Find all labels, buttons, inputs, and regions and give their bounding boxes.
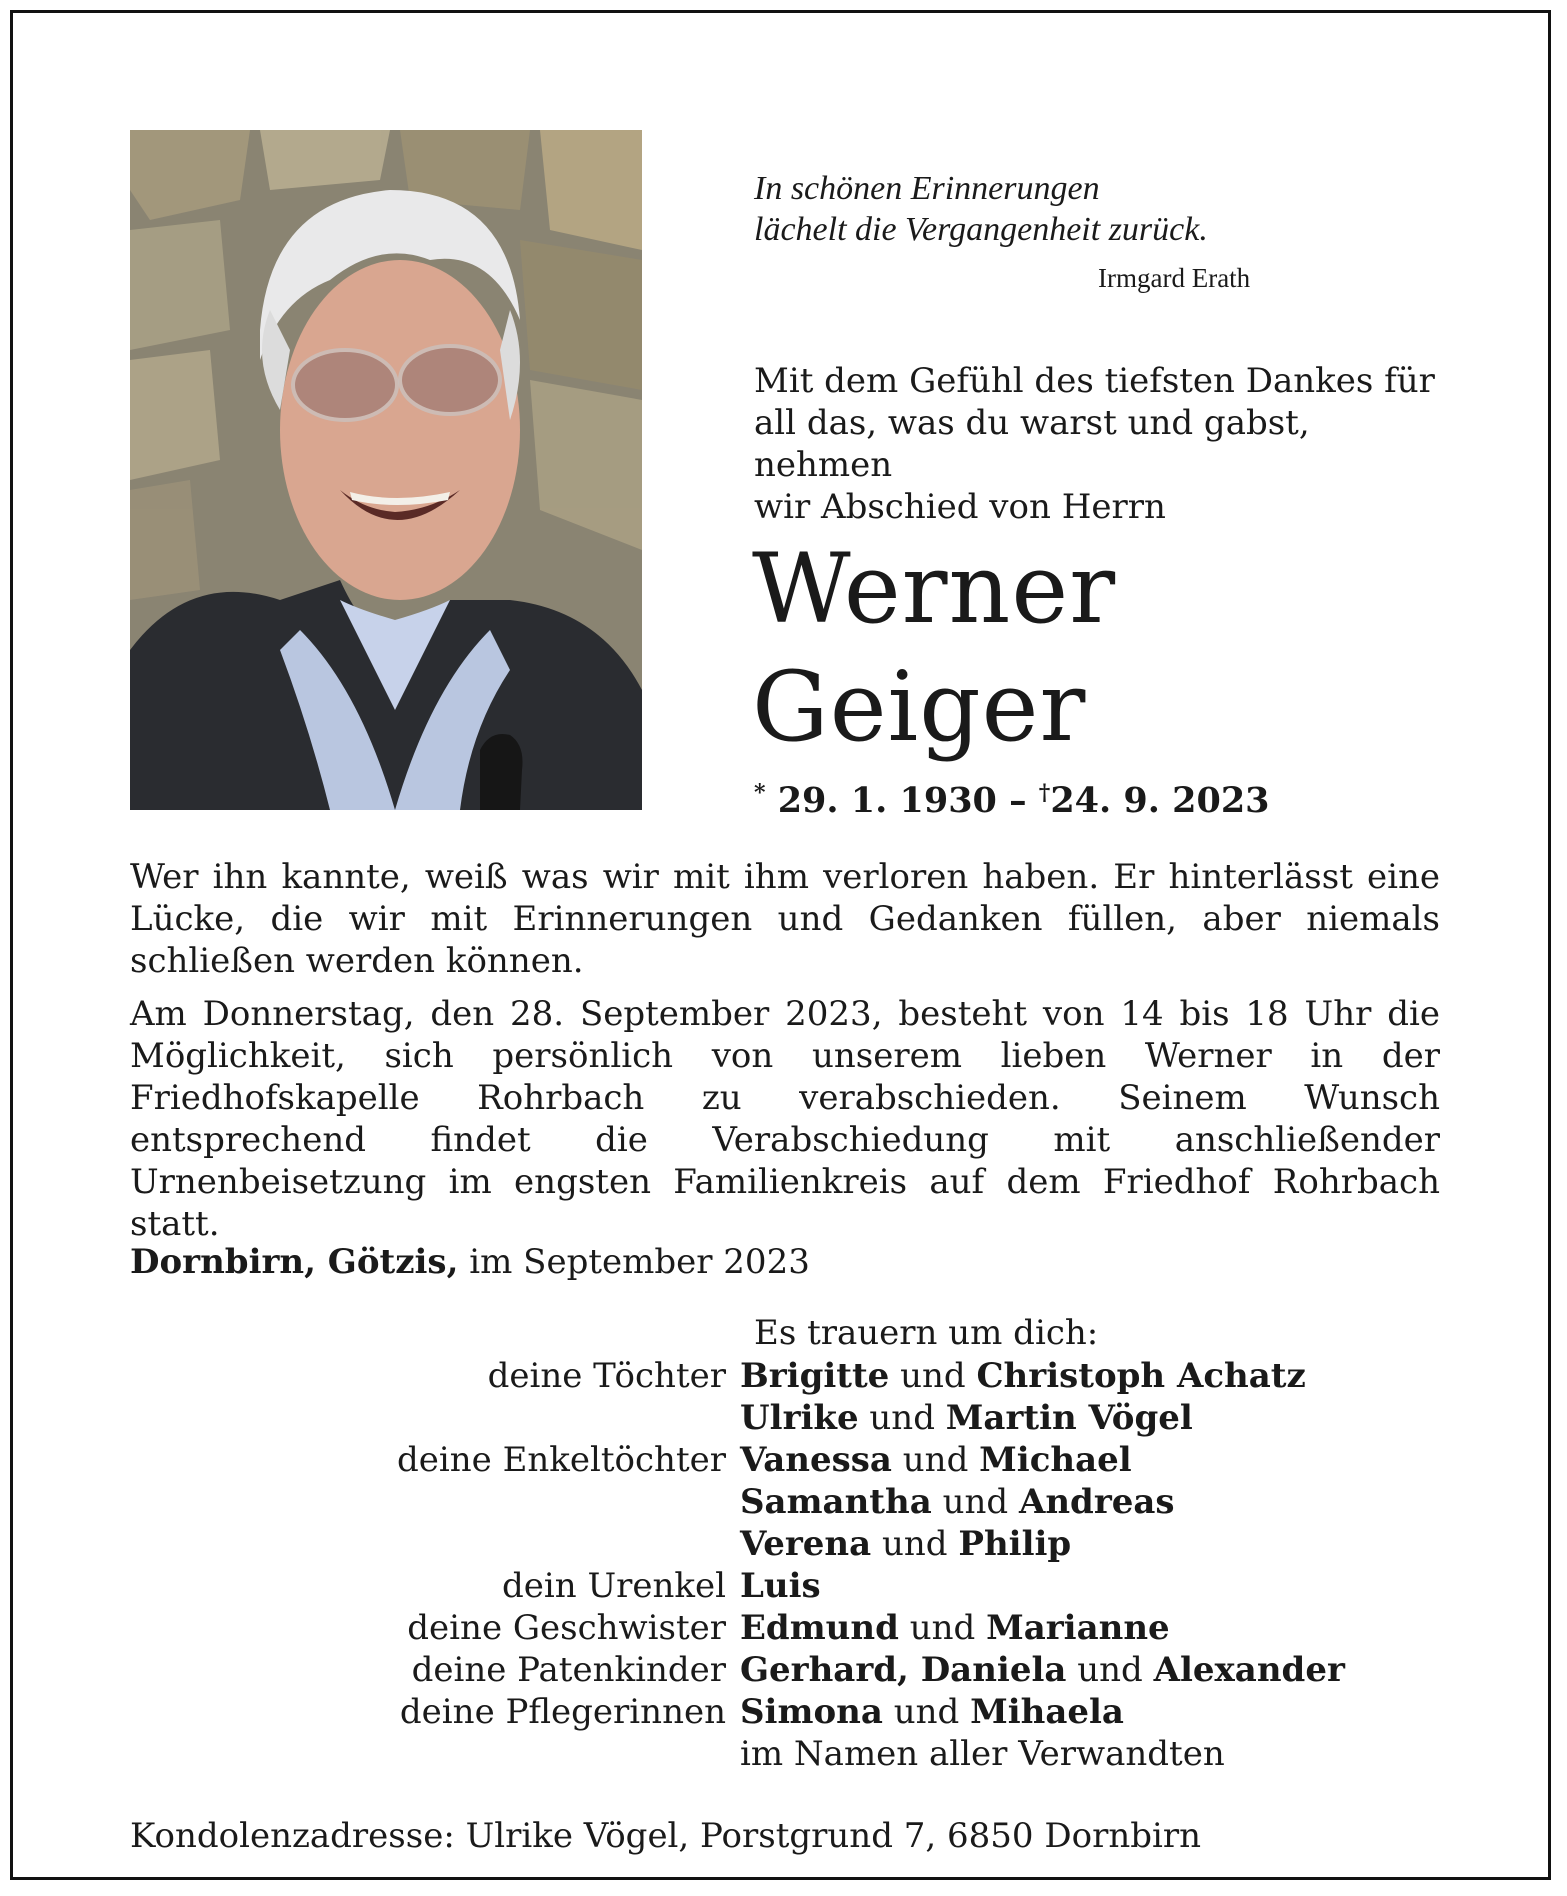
mourner-name: Andreas [1018, 1482, 1175, 1522]
mourner-name: Philip [958, 1524, 1072, 1564]
mourner-name: Marianne [986, 1608, 1170, 1648]
mourner-relation [130, 1397, 740, 1439]
mourners-intro: Es trauern um dich: [754, 1313, 1099, 1353]
portrait-photo [130, 130, 642, 810]
mourner-joiner: und [869, 1398, 935, 1438]
intro-line-2: all das, was du warst und gabst, nehmen [754, 403, 1310, 485]
intro-text [754, 360, 1454, 528]
life-dates [754, 780, 1270, 821]
mourner-row [130, 1439, 1530, 1481]
intro-line-1: Mit dem Gefühl des tiefsten Dankes für [754, 361, 1435, 401]
place-date-line [130, 1242, 810, 1282]
mourner-row [130, 1355, 1530, 1397]
mourner-row [130, 1565, 1530, 1607]
paragraph-farewell: Am Donnerstag, den 28. September 2023, besteht von 14 bis 18 Uhr die Möglichkeit, sich persönlich von unserem lieben Werner in der Friedhofskapelle Rohrbach zu verabschieden. Seinem Wunsch entsprechend findet die Verabschiedung mit anschließender Urnenbeisetzung im engsten Familienkreis auf dem Friedhof Rohrbach statt. [130, 994, 1440, 1244]
quote-author: Irmgard Erath [1098, 263, 1251, 293]
mourner-name: Brigitte [740, 1356, 890, 1396]
mourner-relation: deine Töchter [487, 1356, 726, 1396]
mourner-name: Alexander [1153, 1650, 1345, 1690]
mourner-joiner: und [1077, 1650, 1143, 1690]
mourner-name: Samantha [740, 1482, 932, 1522]
mourner-relation [130, 1481, 740, 1523]
mourners-list [130, 1355, 1530, 1775]
month-year: im September 2023 [469, 1242, 810, 1282]
last-name: Geiger [752, 651, 1087, 763]
deceased-name [752, 530, 1116, 766]
mourner-joiner: und [942, 1482, 1009, 1522]
mourner-name: Gerhard, Daniela [740, 1650, 1067, 1690]
quote-line-1: In schönen Erinnerungen [754, 170, 1100, 207]
death-date: 24. 9. 2023 [1050, 780, 1270, 821]
mourners-closing: im Namen aller Verwandten [740, 1734, 1225, 1774]
paragraph-memory: Wer ihn kannte, weiß was wir mit ihm verloren haben. Er hinterlässt eine Lücke, die wir mit Erinnerungen und Gedanken füllen, aber niemals schließen werden können. [130, 857, 1440, 981]
mourner-name: Ulrike [740, 1398, 859, 1438]
mourner-name: Martin Vögel [945, 1398, 1193, 1438]
mourner-name: Luis [740, 1566, 821, 1606]
mourner-name: Michael [979, 1440, 1132, 1480]
memorial-quote [754, 168, 1314, 250]
birth-symbol: * [754, 780, 766, 806]
mourner-relation: deine Geschwister [407, 1608, 726, 1648]
mourner-relation: deine Pflegerinnen [399, 1692, 726, 1732]
mourner-relation [130, 1523, 740, 1565]
mourner-name: Edmund [740, 1608, 899, 1648]
quote-line-2: lächelt die Vergangenheit zurück. [754, 211, 1208, 248]
death-symbol: † [1038, 780, 1051, 806]
mourner-row [130, 1397, 1530, 1439]
birth-date: 29. 1. 1930 [777, 780, 997, 821]
mourner-joiner: und [900, 1356, 966, 1396]
mourner-name: Mihaela [970, 1692, 1124, 1732]
places: Dornbirn, Götzis, [130, 1242, 459, 1282]
mourner-relation: deine Enkeltöchter [396, 1440, 726, 1480]
mourner-name: Simona [740, 1692, 883, 1732]
date-separator: – [1009, 780, 1027, 821]
mourner-name: Vanessa [740, 1440, 892, 1480]
mourner-row [130, 1481, 1530, 1523]
mourner-row [130, 1523, 1530, 1565]
intro-line-3: wir Abschied von Herrn [754, 487, 1166, 527]
mourner-joiner: und [882, 1524, 948, 1564]
condolence-address: Kondolenzadresse: Ulrike Vögel, Porstgrund 7, 6850 Dornbirn [130, 1816, 1202, 1856]
mourner-row [130, 1691, 1530, 1733]
mourner-joiner: und [909, 1608, 976, 1648]
mourner-name: Christoph Achatz [976, 1356, 1306, 1396]
mourner-relation: deine Patenkinder [411, 1650, 726, 1690]
mourner-row [130, 1733, 1530, 1775]
mourner-relation: dein Urenkel [502, 1566, 726, 1606]
first-name: Werner [752, 533, 1117, 645]
mourner-name: Verena [740, 1524, 872, 1564]
mourner-row [130, 1649, 1530, 1691]
mourner-row [130, 1607, 1530, 1649]
mourner-joiner: und [893, 1692, 960, 1732]
mourner-joiner: und [902, 1440, 969, 1480]
